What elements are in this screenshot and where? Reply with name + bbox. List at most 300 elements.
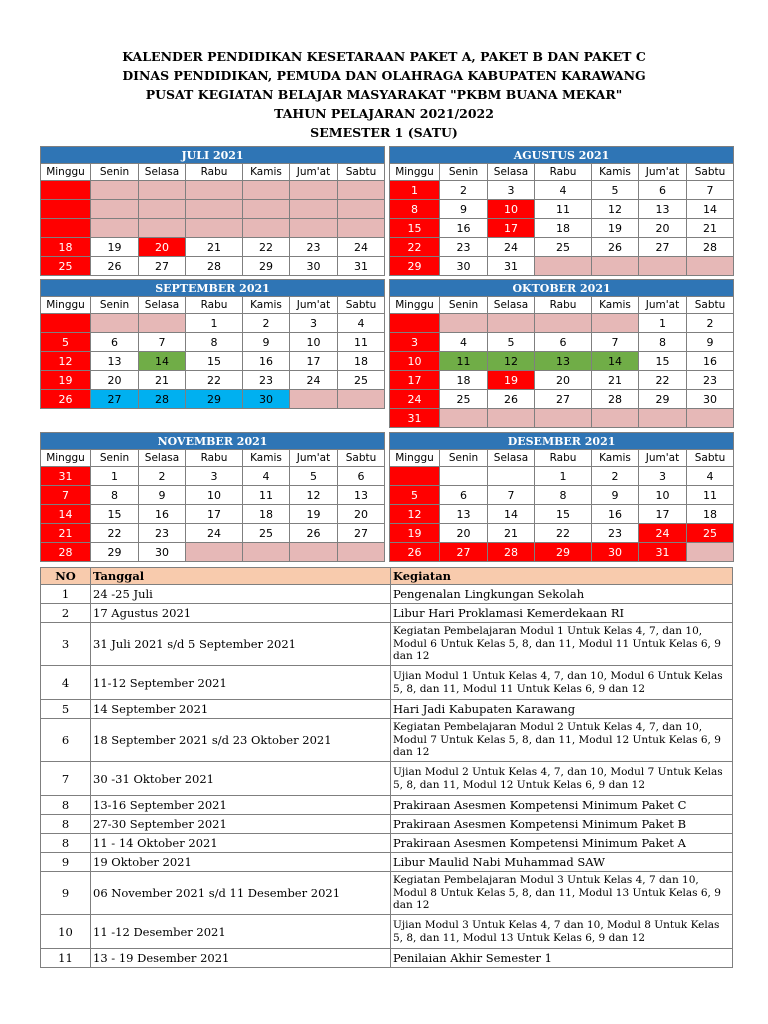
day-header: Rabu (535, 450, 592, 467)
day-cell: 2 (687, 314, 734, 333)
day-cell: 28 (592, 390, 639, 409)
day-cell: 23 (440, 238, 488, 257)
day-cell (592, 257, 639, 276)
day-cell: 16 (243, 352, 290, 371)
day-cell (535, 257, 592, 276)
day-cell: 24 (290, 371, 338, 390)
week-row (390, 200, 734, 219)
day-header: Rabu (186, 297, 243, 314)
agenda-date: 11 - 14 Oktober 2021 (91, 834, 391, 853)
day-cell: 18 (243, 505, 290, 524)
agenda-header-activity: Kegiatan (391, 568, 733, 585)
day-cell: 14 (488, 505, 535, 524)
day-cell: 26 (91, 257, 139, 276)
day-header: Kamis (243, 450, 290, 467)
day-cell: 29 (186, 390, 243, 409)
day-header: Rabu (186, 450, 243, 467)
calendar-november (40, 432, 385, 562)
agenda-activity: Prakiraan Asesmen Kompetensi Minimum Paket A (391, 834, 733, 853)
day-header: Sabtu (687, 164, 734, 181)
table-row (41, 915, 733, 949)
day-cell: 15 (390, 219, 440, 238)
calendar-september (40, 279, 385, 409)
day-cell: 10 (639, 486, 687, 505)
day-cell (91, 314, 139, 333)
day-cell: 26 (592, 238, 639, 257)
day-cell: 6 (338, 467, 385, 486)
day-header: Selasa (488, 297, 535, 314)
table-row (41, 700, 733, 719)
title-line-2: DINAS PENDIDIKAN, PEMUDA DAN OLAHRAGA KABUPATEN KARAWANG (122, 68, 646, 83)
agenda-date: 17 Agustus 2021 (91, 604, 391, 623)
day-cell: 9 (440, 200, 488, 219)
day-cell (592, 409, 639, 428)
day-cell: 5 (488, 333, 535, 352)
day-cell: 30 (440, 257, 488, 276)
agenda-activity: Hari Jadi Kabupaten Karawang (391, 700, 733, 719)
day-cell: 3 (639, 467, 687, 486)
day-cell: 25 (687, 524, 734, 543)
day-cell (338, 390, 385, 409)
day-cell: 15 (535, 505, 592, 524)
week-row (390, 371, 734, 390)
day-cell: 4 (535, 181, 592, 200)
day-cell: 18 (338, 352, 385, 371)
table-row (41, 872, 733, 915)
agenda-date: 27-30 September 2021 (91, 815, 391, 834)
day-cell: 22 (535, 524, 592, 543)
day-cell: 10 (488, 200, 535, 219)
week-row (41, 505, 385, 524)
table-row (41, 585, 733, 604)
day-cell: 24 (488, 238, 535, 257)
calendar-oktober (389, 279, 734, 428)
day-cell: 20 (139, 238, 186, 257)
table-row (41, 762, 733, 796)
day-cell (186, 219, 243, 238)
week-row (390, 524, 734, 543)
day-cell: 2 (243, 314, 290, 333)
agenda-no: 9 (41, 872, 91, 915)
week-row (41, 467, 385, 486)
week-row (390, 486, 734, 505)
day-cell: 24 (390, 390, 440, 409)
day-header: Jum'at (290, 164, 338, 181)
day-cell: 11 (687, 486, 734, 505)
day-cell (440, 467, 488, 486)
day-cell: 19 (290, 505, 338, 524)
day-cell: 21 (186, 238, 243, 257)
day-cell: 23 (139, 524, 186, 543)
day-cell (139, 200, 186, 219)
day-cell: 23 (243, 371, 290, 390)
day-header: Kamis (592, 297, 639, 314)
day-cell: 25 (440, 390, 488, 409)
day-header: Sabtu (338, 164, 385, 181)
day-cell: 27 (440, 543, 488, 562)
day-cell: 22 (186, 371, 243, 390)
day-cell: 1 (390, 181, 440, 200)
day-cell: 11 (440, 352, 488, 371)
day-header: Senin (440, 450, 488, 467)
table-row (41, 834, 733, 853)
day-cell (91, 181, 139, 200)
day-header: Kamis (243, 164, 290, 181)
week-row (41, 371, 385, 390)
day-cell: 31 (338, 257, 385, 276)
day-cell: 31 (488, 257, 535, 276)
day-header: Selasa (139, 297, 186, 314)
table-row (41, 796, 733, 815)
day-header: Selasa (488, 450, 535, 467)
day-header: Minggu (41, 450, 91, 467)
week-row (41, 181, 385, 200)
day-cell: 1 (639, 314, 687, 333)
agenda-no: 7 (41, 762, 91, 796)
day-header: Selasa (488, 164, 535, 181)
agenda-header-row (41, 568, 733, 585)
day-cell: 7 (139, 333, 186, 352)
day-header: Jum'at (639, 450, 687, 467)
table-row (41, 719, 733, 762)
day-cell: 7 (592, 333, 639, 352)
day-cell: 9 (592, 486, 639, 505)
day-header: Selasa (139, 164, 186, 181)
table-row (41, 815, 733, 834)
day-cell: 31 (41, 467, 91, 486)
day-cell: 13 (440, 505, 488, 524)
day-cell (535, 314, 592, 333)
day-cell (139, 181, 186, 200)
week-row (41, 200, 385, 219)
day-cell (41, 200, 91, 219)
agenda-date: 18 September 2021 s/d 23 Oktober 2021 (91, 719, 391, 762)
calendar-juli (40, 146, 385, 276)
day-cell: 29 (91, 543, 139, 562)
week-row (390, 543, 734, 562)
day-cell: 17 (186, 505, 243, 524)
week-row (390, 333, 734, 352)
day-header: Senin (440, 164, 488, 181)
day-cell (488, 314, 535, 333)
day-cell: 26 (41, 390, 91, 409)
agenda-no: 6 (41, 719, 91, 762)
title-line-1: KALENDER PENDIDIKAN KESETARAAN PAKET A, PAKET B DAN PAKET C (122, 49, 646, 64)
week-row (390, 505, 734, 524)
day-cell: 5 (390, 486, 440, 505)
day-cell (440, 314, 488, 333)
agenda-no: 2 (41, 604, 91, 623)
day-cell: 29 (243, 257, 290, 276)
day-cell: 1 (186, 314, 243, 333)
day-cell: 17 (639, 505, 687, 524)
week-row (390, 238, 734, 257)
agenda-header-no: NO (41, 568, 91, 585)
day-cell (41, 314, 91, 333)
day-cell: 30 (139, 543, 186, 562)
agenda-activity: Ujian Modul 3 Untuk Kelas 4, 7 dan 10, Modul 8 Untuk Kelas 5, 8, dan 11, Modul 13 Untuk Kelas 6, 9 dan 12 (391, 915, 733, 949)
day-cell: 22 (639, 371, 687, 390)
day-cell (243, 219, 290, 238)
day-cell: 12 (592, 200, 639, 219)
agenda-activity: Kegiatan Pembelajaran Modul 2 Untuk Kelas 4, 7, dan 10, Modul 7 Untuk Kelas 5, 8, dan 11, Modul 12 Untuk Kelas 6, 9 dan 12 (391, 719, 733, 762)
day-cell: 27 (639, 238, 687, 257)
agenda-activity: Libur Maulid Nabi Muhammad SAW (391, 853, 733, 872)
day-cell: 10 (186, 486, 243, 505)
table-row (41, 949, 733, 968)
day-cell: 15 (186, 352, 243, 371)
week-row (41, 543, 385, 562)
day-cell: 9 (139, 486, 186, 505)
day-cell: 23 (687, 371, 734, 390)
day-cell: 10 (390, 352, 440, 371)
day-cell: 21 (687, 219, 734, 238)
day-cell: 29 (535, 543, 592, 562)
day-cell: 23 (290, 238, 338, 257)
month-title: DESEMBER 2021 (390, 433, 734, 450)
day-cell: 17 (390, 371, 440, 390)
day-cell: 27 (338, 524, 385, 543)
calendar-desember (389, 432, 734, 562)
day-cell: 14 (592, 352, 639, 371)
day-cell (687, 409, 734, 428)
week-row (390, 352, 734, 371)
week-row (41, 238, 385, 257)
day-cell: 24 (186, 524, 243, 543)
day-cell: 10 (290, 333, 338, 352)
day-header: Senin (91, 164, 139, 181)
day-cell: 27 (91, 390, 139, 409)
week-row (41, 333, 385, 352)
day-cell: 2 (139, 467, 186, 486)
day-cell: 31 (639, 543, 687, 562)
day-cell (290, 200, 338, 219)
day-cell: 4 (243, 467, 290, 486)
day-cell (535, 409, 592, 428)
month-title: SEPTEMBER 2021 (41, 280, 385, 297)
day-cell (41, 219, 91, 238)
day-cell: 12 (488, 352, 535, 371)
day-cell (687, 257, 734, 276)
agenda-no: 5 (41, 700, 91, 719)
day-header: Rabu (535, 297, 592, 314)
day-cell: 20 (639, 219, 687, 238)
day-cell: 13 (338, 486, 385, 505)
agenda-date: 14 September 2021 (91, 700, 391, 719)
day-cell (186, 200, 243, 219)
agenda-date: 30 -31 Oktober 2021 (91, 762, 391, 796)
day-cell: 16 (440, 219, 488, 238)
agenda-date: 13-16 September 2021 (91, 796, 391, 815)
day-cell: 17 (290, 352, 338, 371)
agenda-no: 10 (41, 915, 91, 949)
week-row (41, 219, 385, 238)
day-cell (338, 200, 385, 219)
agenda-date: 31 Juli 2021 s/d 5 September 2021 (91, 623, 391, 666)
day-header: Jum'at (639, 164, 687, 181)
agenda-date: 06 November 2021 s/d 11 Desember 2021 (91, 872, 391, 915)
agenda-activity: Ujian Modul 2 Untuk Kelas 4, 7, dan 10, Modul 7 Untuk Kelas 5, 8, dan 11, Modul 12 Untuk Kelas 6, 9 dan 12 (391, 762, 733, 796)
day-cell: 18 (41, 238, 91, 257)
agenda-date: 11 -12 Desember 2021 (91, 915, 391, 949)
week-row (41, 314, 385, 333)
day-cell: 26 (390, 543, 440, 562)
agenda-date: 11-12 September 2021 (91, 666, 391, 700)
day-cell (338, 543, 385, 562)
agenda-no: 4 (41, 666, 91, 700)
day-cell: 24 (338, 238, 385, 257)
agenda-activity: Penilaian Akhir Semester 1 (391, 949, 733, 968)
day-cell: 8 (186, 333, 243, 352)
day-header: Kamis (592, 450, 639, 467)
table-row (41, 623, 733, 666)
day-cell: 29 (639, 390, 687, 409)
agenda-activity: Ujian Modul 1 Untuk Kelas 4, 7, dan 10, Modul 6 Untuk Kelas 5, 8, dan 11, Modul 11 Untuk Kelas 6, 9 dan 12 (391, 666, 733, 700)
day-cell: 4 (687, 467, 734, 486)
week-row (390, 219, 734, 238)
day-header: Selasa (139, 450, 186, 467)
day-header: Minggu (390, 450, 440, 467)
day-cell (91, 200, 139, 219)
day-header: Minggu (390, 297, 440, 314)
agenda-no: 8 (41, 796, 91, 815)
day-cell: 25 (535, 238, 592, 257)
month-title: JULI 2021 (41, 147, 385, 164)
day-cell: 8 (390, 200, 440, 219)
day-cell: 7 (41, 486, 91, 505)
agenda-no: 9 (41, 853, 91, 872)
day-cell: 12 (290, 486, 338, 505)
day-cell: 18 (687, 505, 734, 524)
day-header: Jum'at (290, 297, 338, 314)
day-cell: 28 (488, 543, 535, 562)
day-cell: 3 (186, 467, 243, 486)
day-cell: 9 (243, 333, 290, 352)
day-cell: 4 (338, 314, 385, 333)
day-cell: 31 (390, 409, 440, 428)
day-header: Rabu (535, 164, 592, 181)
day-cell (488, 467, 535, 486)
day-cell: 18 (535, 219, 592, 238)
day-cell (440, 409, 488, 428)
title-line-5: SEMESTER 1 (SATU) (310, 125, 458, 140)
day-cell: 12 (390, 505, 440, 524)
day-cell: 21 (488, 524, 535, 543)
agenda-activity: Prakiraan Asesmen Kompetensi Minimum Paket B (391, 815, 733, 834)
day-header: Senin (91, 450, 139, 467)
day-header: Rabu (186, 164, 243, 181)
day-cell: 22 (91, 524, 139, 543)
day-cell: 25 (243, 524, 290, 543)
agenda-no: 8 (41, 834, 91, 853)
day-header: Jum'at (639, 297, 687, 314)
day-cell: 19 (41, 371, 91, 390)
day-cell (687, 543, 734, 562)
day-header: Sabtu (687, 450, 734, 467)
day-cell: 19 (592, 219, 639, 238)
day-cell: 12 (41, 352, 91, 371)
day-cell: 16 (687, 352, 734, 371)
day-cell (639, 257, 687, 276)
day-cell: 29 (390, 257, 440, 276)
agenda-table (40, 567, 733, 968)
day-cell: 1 (91, 467, 139, 486)
week-row (41, 486, 385, 505)
table-row (41, 666, 733, 700)
day-cell: 28 (139, 390, 186, 409)
day-cell: 22 (243, 238, 290, 257)
day-header: Senin (91, 297, 139, 314)
agenda-date: 24 -25 Juli (91, 585, 391, 604)
day-cell (488, 409, 535, 428)
day-cell (91, 219, 139, 238)
day-cell: 14 (139, 352, 186, 371)
day-cell: 11 (338, 333, 385, 352)
day-cell: 19 (91, 238, 139, 257)
day-cell: 21 (592, 371, 639, 390)
day-cell: 22 (390, 238, 440, 257)
day-cell: 25 (41, 257, 91, 276)
day-cell (290, 543, 338, 562)
day-cell (592, 314, 639, 333)
day-cell (290, 390, 338, 409)
day-cell: 7 (488, 486, 535, 505)
agenda-date: 19 Oktober 2021 (91, 853, 391, 872)
day-cell: 7 (687, 181, 734, 200)
day-cell (186, 181, 243, 200)
week-row (390, 467, 734, 486)
agenda-no: 3 (41, 623, 91, 666)
month-title: NOVEMBER 2021 (41, 433, 385, 450)
day-cell: 8 (639, 333, 687, 352)
day-cell: 8 (535, 486, 592, 505)
week-row (41, 257, 385, 276)
day-cell: 13 (535, 352, 592, 371)
day-header: Sabtu (338, 450, 385, 467)
day-header: Minggu (41, 164, 91, 181)
day-cell: 27 (139, 257, 186, 276)
day-cell (338, 219, 385, 238)
day-cell: 13 (639, 200, 687, 219)
day-cell (243, 200, 290, 219)
day-cell: 20 (535, 371, 592, 390)
day-cell: 17 (488, 219, 535, 238)
day-cell (290, 181, 338, 200)
agenda-no: 1 (41, 585, 91, 604)
week-row (390, 314, 734, 333)
week-row (390, 181, 734, 200)
day-cell: 14 (41, 505, 91, 524)
day-cell (338, 181, 385, 200)
day-cell: 20 (91, 371, 139, 390)
day-header: Sabtu (687, 297, 734, 314)
agenda-date: 13 - 19 Desember 2021 (91, 949, 391, 968)
day-cell: 13 (91, 352, 139, 371)
day-cell: 28 (687, 238, 734, 257)
day-cell (139, 314, 186, 333)
day-cell: 19 (488, 371, 535, 390)
agenda-header-date: Tanggal (91, 568, 391, 585)
day-cell: 15 (91, 505, 139, 524)
title-line-3: PUSAT KEGIATAN BELAJAR MASYARAKAT "PKBM BUANA MEKAR" (145, 87, 623, 102)
day-cell: 6 (535, 333, 592, 352)
day-cell: 5 (592, 181, 639, 200)
day-header: Kamis (592, 164, 639, 181)
week-row (390, 409, 734, 428)
document-title (0, 47, 768, 142)
day-cell: 3 (390, 333, 440, 352)
day-cell: 23 (592, 524, 639, 543)
